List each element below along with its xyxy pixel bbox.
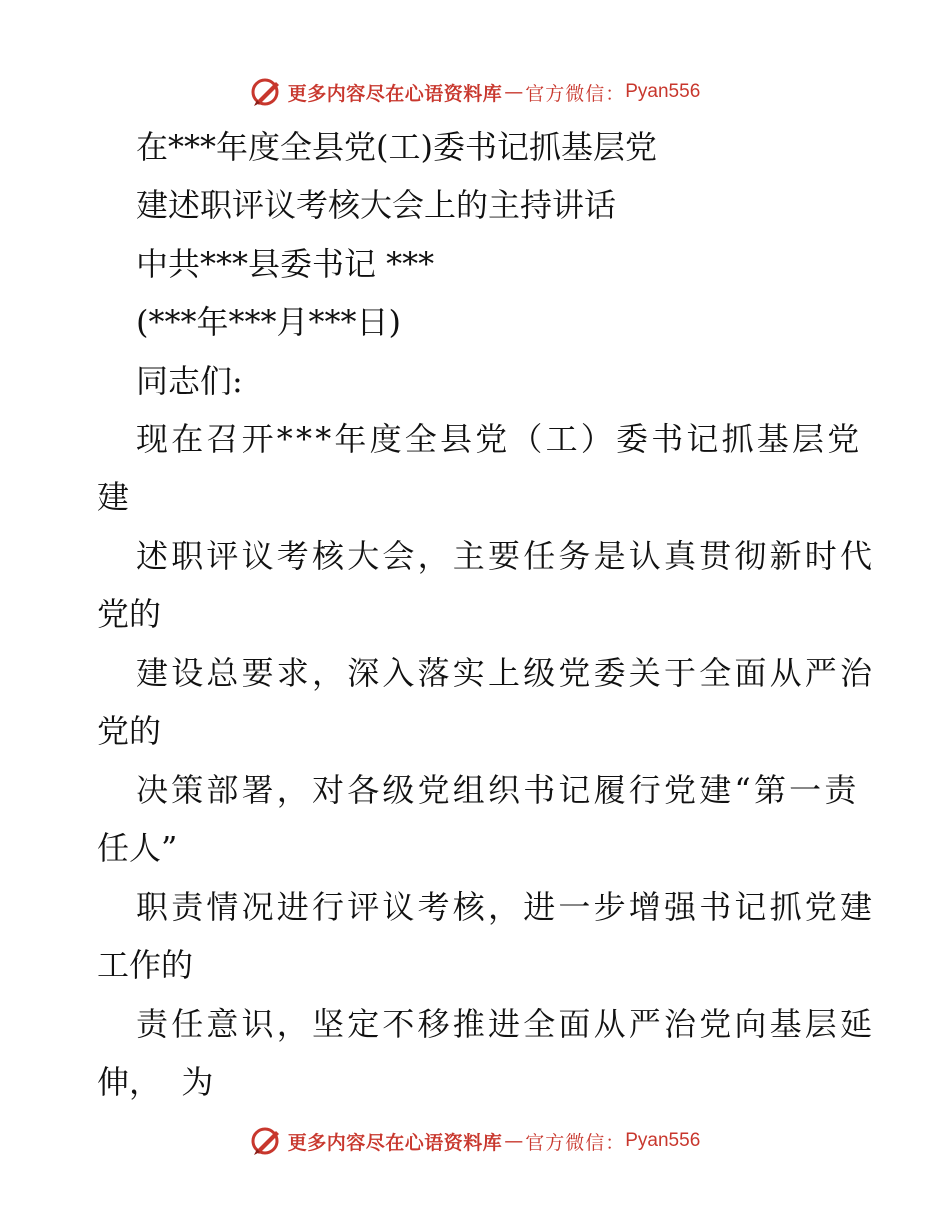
watermark-wechat-id: Pyan556 bbox=[625, 1130, 701, 1151]
document-title-line-2: 建述职评议考核大会上的主持讲话 bbox=[136, 186, 617, 224]
paragraph-line: 责任意识，坚定不移推进全面从严治党向基层延 bbox=[136, 1005, 876, 1043]
paragraph-line: 决策部署，对各级党组织书记履行党建“第一责 bbox=[136, 771, 860, 809]
paragraph-line: 工作的 bbox=[97, 946, 194, 984]
paragraph-line: 党的 bbox=[97, 712, 162, 750]
watermark-dash: — bbox=[504, 1130, 524, 1152]
paragraph-line: 建设总要求，深入落实上级党委关于全面从严治 bbox=[136, 654, 876, 692]
watermark-banner-top bbox=[0, 72, 950, 112]
watermark-promo-text: 更多内容尽在心语资料库 bbox=[287, 82, 503, 105]
speaker-line: 中共***县委书记 *** bbox=[136, 245, 435, 283]
paragraph-line: 党的 bbox=[97, 595, 162, 633]
paragraph-line: 述职评议考核大会，主要任务是认真贯彻新时代 bbox=[136, 537, 876, 575]
watermark-wechat-label: 官方微信： bbox=[525, 1131, 626, 1154]
date-line: (***年***月***日) bbox=[136, 303, 401, 341]
watermark-wechat-id: Pyan556 bbox=[625, 81, 701, 102]
paragraph-line: 职责情况进行评议考核，进一步增强书记抓党建 bbox=[136, 888, 876, 926]
watermark-promo-text: 更多内容尽在心语资料库 bbox=[287, 1131, 503, 1154]
pen-logo-icon bbox=[250, 1125, 282, 1157]
paragraph-line: 现在召开***年度全县党（工）委书记抓基层党 bbox=[136, 420, 863, 458]
document-title-line-1: 在***年度全县党(工)委书记抓基层党 bbox=[136, 128, 657, 166]
paragraph-line: 建 bbox=[97, 478, 130, 516]
greeting-line: 同志们: bbox=[136, 362, 243, 400]
pen-logo-icon bbox=[250, 76, 282, 108]
watermark-banner-bottom bbox=[0, 1121, 950, 1161]
paragraph-line: 任人” bbox=[97, 829, 178, 867]
watermark-wechat-label: 官方微信： bbox=[525, 82, 626, 105]
watermark-dash: — bbox=[504, 81, 524, 103]
paragraph-line: 伸， 为 bbox=[97, 1063, 214, 1101]
